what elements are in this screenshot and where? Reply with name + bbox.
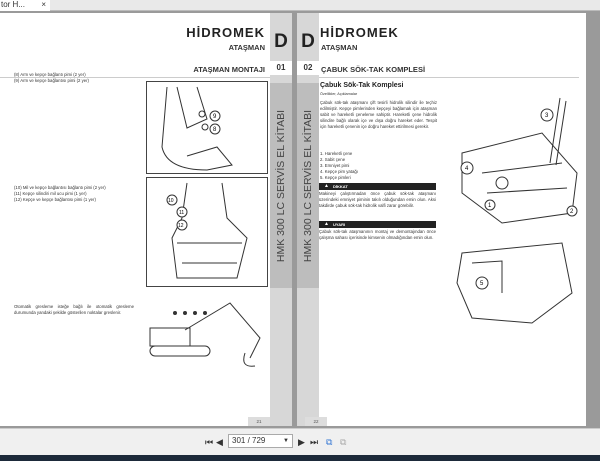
warning-text: Çabuk sök-tak ataşmanının montaj ve demontajından önce çalışma sahası içerisinde kimsenin olmadığından emin olun.	[319, 229, 436, 240]
arm-bucket-drawing	[147, 82, 267, 173]
close-tab-icon[interactable]: ×	[41, 0, 46, 9]
callout-12: 12	[178, 223, 184, 229]
document-tab[interactable]	[0, 0, 50, 11]
page-number: 22	[305, 417, 327, 426]
first-page-button[interactable]: ⏮	[205, 437, 214, 447]
link-bucket-drawing	[147, 178, 267, 286]
document-viewer	[0, 11, 600, 428]
subsection-title: ÇABUK SÖK-TAK KOMPLESİ	[321, 65, 426, 74]
section-letter: D	[301, 31, 315, 52]
pin-list-2: (10) Mil ve kepçe bağlantısı bağlantı pimi (2 yer) (11) Kepçe silindiri mil ucu pimi (1 yer) (12) Kepçe ve kepçe bağlantısı pimi (1 yer)	[14, 185, 106, 202]
heading: Çabuk Sök-Tak Komplesi	[320, 82, 404, 89]
subsection-number: 01	[270, 61, 292, 75]
callout-9: 9	[213, 114, 217, 120]
previous-page-button[interactable]: ◀	[216, 437, 223, 447]
caution-banner: ▲ DİKKAT	[319, 183, 436, 190]
subsection-title: ATAŞMAN MONTAJI	[193, 65, 265, 74]
page-number: 21	[248, 417, 270, 426]
chevron-down-icon[interactable]: ▼	[283, 438, 289, 444]
divider	[319, 77, 579, 78]
callout-10: 10	[168, 198, 174, 204]
hidromek-logo: HİDROMEK	[186, 25, 265, 40]
subsection-number: 02	[297, 61, 319, 75]
callout-2: 2	[570, 209, 574, 215]
callout-3: 3	[545, 113, 549, 119]
quick-coupler-drawing	[442, 93, 582, 333]
caution-text: Makineyi çalıştırmadan önce çabuk sök-tak ataşmanı üzerindeki emniyet piminin takılı olduğundan emin olun. Aksi takdirde çabuk sök-tak hidrolik valfi zarar görebilir.	[319, 191, 436, 208]
next-page-button[interactable]: ▶	[298, 437, 305, 447]
greasing-note: Otomatik gresleme isteğe bağlı ile otomatik gresleme durumunda yandaki şekilde gösterilen noktalar greslenir.	[14, 304, 134, 315]
callout-11: 11	[179, 210, 185, 216]
callout-5: 5	[480, 281, 484, 287]
hidromek-logo: HİDROMEK	[320, 25, 399, 40]
tab-title: tor H...	[1, 0, 26, 9]
pin-list-1: (8) Arm ve kepçe bağlantı pimi (2 yer) (9) Arm ve kepçe bağlantısı pimi (2 yer)	[14, 72, 89, 83]
single-page-view-icon[interactable]: ⧉	[340, 437, 347, 447]
link-bucket-figure	[146, 177, 268, 287]
right-page	[297, 13, 586, 426]
excavator-greasing-drawing	[145, 298, 270, 373]
arm-bucket-figure	[146, 81, 268, 174]
last-page-button[interactable]: ⏭	[310, 437, 319, 447]
spine-title: HMK 300 LC SERVİS EL KİTABI	[270, 83, 292, 288]
page-number-input[interactable]: 301 / 729 ▼	[228, 434, 293, 448]
parts-list: 1. Hareketli çene 2. Sabit çene 3. Emniyet pimi 4. Kepçe pim yatağı 5. Kepçe pimleri	[320, 151, 358, 180]
section-letter: D	[274, 31, 288, 52]
tab-bar	[0, 0, 600, 11]
body-text: Çabuk sök-tak ataşmanı çift tesirli hidrolik silindir ile teçhiz edilmiştir. Kepçe pimlerinden kepçeyi bağlamak için ataşman sabit ve hareketli çeneleme sahiptir. Hareketli çene hidrolik silindire bağlı olarak içe ve dışa doğru hareket eder. Tespit için hareketli çenenin içe doğru hareket ettirilmesi gerekir.	[320, 100, 437, 129]
navigation-toolbar	[0, 428, 600, 455]
callout-4: 4	[465, 166, 469, 172]
warning-banner: ▲ UYARI	[319, 221, 436, 228]
subheading: Özellikler, Açıklamalar	[320, 92, 358, 96]
callout-1: 1	[488, 203, 492, 209]
section-title: ATAŞMAN	[321, 43, 358, 52]
spine-title: HMK 300 LC SERVİS EL KİTABI	[297, 83, 319, 288]
callout-8: 8	[213, 127, 217, 133]
two-page-view-icon[interactable]: ⧉	[326, 437, 333, 447]
taskbar	[0, 455, 600, 461]
section-title: ATAŞMAN	[228, 43, 265, 52]
side-strip	[270, 13, 292, 426]
side-strip	[297, 13, 319, 426]
left-page	[0, 13, 292, 426]
